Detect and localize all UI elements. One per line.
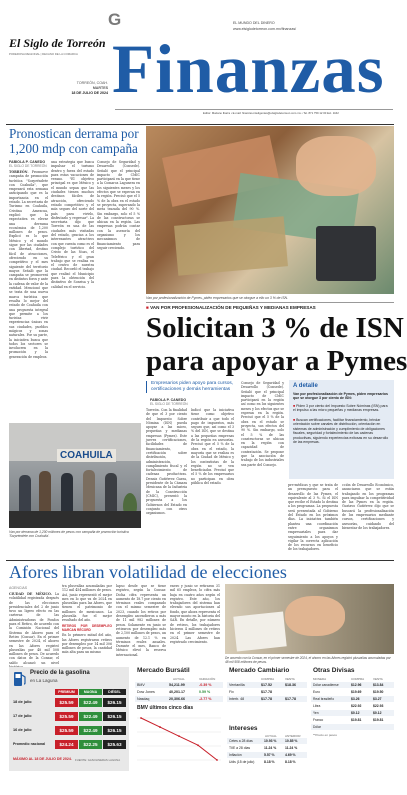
divisas-title: Otras Divisas (313, 667, 355, 674)
gas-magna: $22.25 (79, 740, 102, 749)
col-text: una estrategia que busca impulsar el turismo dentro y fuera del estado para estas vacaciones de verano. "El objetivo principal es que México y el mundo sepan que las ciudades tienen muchos destinos fáciles de atracción, ofreciendo estado competitivo y el más seguro del norte del país para vivirlo, disfrutarlo y regresar". La secretaria dijo que Torreón es una de las ciudades más visitadas del estado, gracias a los interesantes atractivos con que cuenta como es el complejo turístico del Cristo de las Noas, el Teleférico y el gran trabajo que se realiza en el centro de nuestra ciudad. Recordó el trabajo que realizó el Municipio para la obtención del distintivo de Sonrisa y la calidad en el servicio. (51, 160, 94, 289)
bullet-text: Buscan certificaciones, facilitar financiamiento, brindar orientación sobre canales de distribución, orientación en sistemas de administración y cumplimiento de obligaciones fiscales, seguridad y fortalecimiento de las cadenas productivas, siguiendo experiencias exitosas en su desarrollo de las empresas. (293, 418, 389, 445)
cambiario-hdr-compra: COMPRA (261, 677, 275, 681)
intereses-title: Intereses (229, 725, 258, 732)
subhead-text: Empresarios piden apoyo para cursos, certificaciones y demás herramientas (151, 381, 234, 392)
data-point (216, 759, 218, 761)
kicker-text: VAN POR PROFESIONALIZACIÓN DE PEQUEÑAS Y MEDIANAS EMPRESAS (150, 305, 316, 310)
gas-row-label: 18 de julio (13, 700, 32, 704)
bottom-col-3 (116, 584, 166, 662)
gas-col-magna: MAGNA (79, 689, 102, 695)
data-point (159, 726, 161, 728)
gas-diesel: $26.15 (103, 726, 126, 735)
cambiario-compra: $17.52 (261, 683, 272, 687)
cambiario-name: Fix (229, 690, 234, 694)
gas-subtitle: en La Laguna (30, 678, 58, 683)
intereses-name: TIIE a 28 días (229, 746, 251, 750)
divisas-venta: $0.12 (373, 711, 382, 715)
divisas-name: Franco (313, 718, 324, 722)
dateline: CIUDAD DE MÉXICO. (9, 592, 52, 596)
bolsa-actual: 20,306.66 (169, 697, 185, 701)
intereses-row (227, 752, 307, 758)
data-point (140, 717, 142, 719)
main-col-2 (191, 408, 234, 558)
divisas-compra: $19.69 (351, 690, 362, 694)
person-2 (39, 471, 51, 515)
bolsa-hdr-var: VARIACIÓN (199, 677, 216, 681)
bmv-line-chart (137, 714, 221, 764)
col-text: Torreón. Con la finalidad de que el 3 por ciento del Impuesto Sobre Nómina (ISN) pueda apoyar a las micro, pequeñas y medianas empresas (Pymes). Este jueves certificaciones, facilidades de financiamiento, certificación sobre distribución, administración, cumplimiento fiscal y el fortalecimiento de cadenas productivas. Dennis Gutiérrez Garza, presidente de la Cámara Mexicana de la Industria de la Construcción (CMIC), presentó la propuesta a los Gobiernos del Estado en conjunto con otros organismos. (146, 408, 187, 516)
table (9, 511, 141, 528)
bottom-col-4 (170, 584, 220, 662)
divisas-compra: $3.26 (351, 697, 360, 701)
divisas-row (311, 696, 394, 702)
story-left-col-1: TORREÓN. Promueve campaña de promoción turística "Sorpréndete con Coahuila", que empezará esta semana anticipando que es la importancia en el estado. La secretaria de Turismo en Coahuila, Cristina Amezcua, explicó que la expectativa es elevar una derrama económica de 1,200 millones de pesos. Explicó es lo que México y el mundo sigue por las ciudades con libertad, destino fácil de atracciones, ofreciendo en su competitivo y el mes siguiente del territorio mayor. Señaló que la campaña se promoverá en distintos foros y ante la cadena de valor de la entidad. Mencionó que se trata de una nueva marca turística que resalta lo mejor del estado de Coahuila con una propuesta integral que permite a los turistas vivir experiencias únicas en sus ciudades, pueblos mágicos y zonas naturales. Por su parte, la iniciativa busca que todos los sectores se involucren en la promoción y la generación de empleos. (9, 170, 48, 359)
gas-magna: $22.49 (79, 726, 102, 735)
divisas-row (311, 710, 394, 716)
person-1 (19, 475, 31, 515)
data-point (197, 744, 199, 746)
gas-diesel: $26.15 (103, 712, 126, 721)
detail-bullet-2 (293, 418, 390, 444)
gas-pump-icon (13, 670, 27, 687)
cambiario-venta: $17.78 (285, 697, 296, 701)
col-text: cción de Desarrollo Económico, anunciaron que se están trabajando en los programas para impulsar la competitividad de las Pymes en la región. Gustavo Gutiérrez dijo que se buscará la profesionalización de los empresarios mediante cursos, certificaciones y asesorías, cuidando del bienestar de los trabajadores. (342, 483, 394, 530)
money-photo (146, 126, 394, 294)
col-text: enero y junio se retiraron 31 mil 65 empleos, lo cifra más baja en cuatro años según el registro. Este año, los trabajadores del sistema han elevado sus aportaciones al fondo, que ahora representa el mayor monto en la historia del SAR. En detalle, por número de retiros, los trabajadores hicieron 4 millones de retiros en el primer semestre de 2024. Las Afores han registrado crecimiento. (170, 584, 220, 644)
intereses-name: Inflación (229, 753, 242, 757)
detail-bullet-1 (293, 404, 390, 413)
gas-box (9, 667, 129, 771)
bolsa-name: BMV (137, 683, 145, 687)
bullet-text: Piden 3 por ciento del Impuesto Sobre Nóminas (ISN) para el impulso a las micro pequeñas y medianas empresas. (293, 404, 388, 413)
divisas-name: Euro (313, 690, 320, 694)
bottom-caption: De acuerdo con la Consar, en el primer semestre de 2024, el ahorro en las Afores registró plusvalías acumuladas por 48 mil 508 millones de pesos. (225, 656, 391, 665)
bolsa-chart-title: BMV últimos cinco días (137, 705, 194, 711)
intereses-name: Udis (15 de julio) (229, 760, 255, 764)
divisas-name: Yen (313, 711, 319, 715)
bottom-col-2 (62, 584, 112, 662)
divisas-name: Dólar canadiense (313, 683, 339, 687)
cambiario-compra: $17.78 (261, 697, 272, 701)
gas-row (9, 711, 129, 723)
gas-diesel: $25.63 (103, 740, 126, 749)
gas-row-label: Promedio nacional (13, 742, 46, 746)
story-left-col-3 (97, 160, 140, 420)
bolsa-actual: 40,201.17 (169, 690, 185, 694)
intereses-actual: 5.57 % (264, 753, 275, 757)
cambiario-panel (227, 667, 307, 771)
detail-intro: Van por profesionalización de Pymes, piden empresarios que se otorgue 3 por ciento de ISN: (293, 392, 388, 401)
cambiario-name: Ventanilla (229, 683, 245, 687)
intereses-anterior: 10.85 % (285, 739, 298, 743)
bolsa-panel (135, 667, 223, 771)
person-3 (61, 473, 73, 515)
bolsa-hdr-actual: ACTUAL (173, 677, 185, 681)
subhead: RETIROS POR DESEMPLEO MARCAN RÉCORD (62, 623, 112, 632)
city: TORREÓN, COAH. (76, 81, 108, 85)
bolsa-var: 0.59 % (199, 690, 211, 694)
story-left-col-2 (51, 160, 94, 420)
gas-row (9, 697, 129, 709)
main-col-5 (342, 483, 394, 558)
intereses-row (227, 745, 307, 751)
intereses-actual: 8.18 % (264, 760, 275, 764)
byline-name: FABIOLA P. CANEDO (150, 398, 187, 402)
detail-box (289, 380, 394, 479)
weekday: MARTES (92, 86, 108, 90)
cambiario-hdr-venta: VENTA (285, 677, 295, 681)
gas-premium: $25.59 (55, 726, 78, 735)
intereses-row (227, 738, 307, 744)
col-text: lapso desde que se tiene registro, según la Consar. Dicha cifra representa un aumento de 18.7 por ciento en términos reales comparado con el mismo semestre de 2023, cuando los retiros por desempleo ascendieron a más de 11 mil 982 millones de pesos. Solamente en junio se retiraron por desempleo más de 2,100 millones de pesos, un aumento de 12.1 % en términos reales anuales. Durante el mes, Banco de México elevó la reserva internacional. (116, 584, 166, 657)
divisas-panel (311, 667, 394, 771)
gas-premium: $25.59 (55, 698, 78, 707)
bolsa-row (135, 696, 223, 702)
divisas-hdr-compra: COMPRA (351, 677, 365, 681)
main-subhead (146, 381, 242, 393)
editor-line: Editor: Mariano Ibarra • E-mail: finanzas-inteligentes@elsiglodetorreon.com.mx • Tel. 871 759 12 00 Ext. 1162 (203, 111, 339, 115)
bolsa-name: Dow Jones (137, 690, 155, 694)
bolsa-name: Nasdaq (137, 697, 150, 701)
col-text: En lo primero mitad del año, las Afores registraron retiros por desempleo por 14 mil 306 millones de pesos, la cantidad más alta para un mismo (62, 633, 112, 655)
col-text: tra plusvalías acumuladas por 112 mil 454 millones de pesos. Así, junio representó el mejor mes en lo que va de 2024 en plusvalías para las Afores, que tienen el patrimonio de millones de mexicanos. La plusvalía fue el mejor resultado del año. (62, 584, 112, 623)
intereses-actual: 10.93 % (264, 739, 277, 743)
main-kicker (146, 305, 394, 310)
intereses-row (227, 759, 307, 765)
documents (233, 611, 286, 651)
rule (146, 302, 394, 303)
col-text: La volatilidad registrada después de las elecciones presidenciales del 2 de junio tuvo un ligero efecto en las carteras de las Administradoras de Fondos para el Retiro, de acuerdo con la Comisión Nacional del Sistema de Ahorro para el Retiro (Consar). En el primer semestre de 2024, el ahorro en las Afores registró plusvalías por 48 mil 508 millones de pesos. De acuerdo con datos de la Consar, el saldo alcanzó un nivel (9, 592, 59, 665)
bottom-byline: AGENCIAS (9, 586, 28, 590)
divisas-venta: $19.50 (373, 690, 384, 694)
bottom-col-1 (9, 592, 59, 665)
col-text: pre-médicas y que se trata de un presupuesto para el desarrollo de las Pymes, el equivalente al 3 %. Si el ISN que recibe el Estado lo destina a los programas. La propuesta será presentada al Gobierno del Estado en los próximos días. La iniciativa también plantea una coordinación entre organismos empresariales para dar seguimiento a los apoyos y vigilar la correcta aplicación de los recursos en beneficio de los trabajadores. (288, 483, 338, 552)
main-byline (150, 398, 230, 406)
coahuila-photo (9, 423, 141, 528)
divisas-compra: $12.96 (351, 683, 362, 687)
divisas-venta: $13.84 (373, 683, 384, 687)
bolsa-row (135, 689, 223, 695)
gas-col-premium: PREMIUM (55, 689, 78, 695)
bolsa-actual: 54,211.99 (169, 683, 185, 687)
divisas-row (311, 682, 394, 688)
paper-tagline: PODEROSA REGIONAL | DECANO DE LA COMARCA (9, 52, 78, 56)
bolsa-row (135, 682, 223, 688)
bottom-headline: Afores libran volatilidad de elecciones (9, 562, 287, 582)
gas-premium: $24.24 (55, 740, 78, 749)
gas-footer: MÁXIMO AL 18 DE JULIO DE 2024. (13, 757, 72, 761)
section-letter: G (108, 10, 122, 29)
divisas-row (311, 724, 394, 730)
col-text: Consejo de Seguridad y Desarrollo (Consede). Señaló que el principal impacto de CMIC participará en la región así como en los siguientes meses y los efectos que se esperan en la región. Precisó que el 5 % de la obra en el estado se proyecta, sus efectos del 90 %. Sin embargo, solo el 5 % de las constructoras se ubican en la región con capacidad de contratación. Se propone que la asociación de trabajo de los industriales sea parte del Consejo. (241, 381, 284, 467)
cambiario-compra: $17.78 (261, 690, 272, 694)
divisas-row (311, 717, 394, 723)
cambiario-title: Mercado Cambiario (229, 667, 290, 674)
gas-source: FUENTE: GASOLINERAS LAGUNA (75, 758, 121, 762)
person-5 (105, 473, 117, 515)
cambiario-row (227, 682, 307, 688)
intereses-hdr-anterior: ANTERIOR (285, 734, 301, 738)
bolsa-var: -0.39 % (199, 683, 212, 687)
person-4 (83, 470, 95, 515)
caption-left: Van por derrama de 1,200 millones de pesos con campaña de promoción turística 'Sorpréndete con Coahuila'. (9, 530, 129, 539)
hand (285, 596, 345, 636)
bolsa-title: Mercado Bursátil (137, 667, 190, 674)
main-col-3 (241, 381, 284, 558)
divisas-name: Libra (313, 704, 321, 708)
banknote-3 (174, 216, 288, 275)
divisas-compra: $22.92 (351, 704, 362, 708)
divisas-compra: $0.12 (351, 711, 360, 715)
caption-top: Van por profesionalización de Pymes, pidén empresarios que se otorgue a ello un 3 % de ISN. (146, 296, 288, 300)
dateline: TORREÓN (9, 170, 28, 174)
section-name: Finanzas (112, 31, 385, 107)
col-text: Promueve campaña de promoción turística "Sorpréndete con Coahuila", que empezará esta semana anticipando que es la importancia en el estado. La secretaria de Turismo en Coahuila, Cristina Amezcua, explicó que la expectativa es elevar una derrama económica de 1,200 millones de pesos. Explicó es lo que México y el mundo sigue por las ciudades con libertad, destino fácil de atracciones, ofreciendo en su competitivo y el mes siguiente del territorio mayor. Señaló que la campaña se promoverá en distintos foros y ante la cadena de valor de la entidad. Mencionó que se trata de una nueva marca turística que resalta lo mejor del estado de Coahuila con una propuesta integral que permite a los turistas vivir experiencias únicas en sus ciudades, pueblos mágicos y zonas naturales. Por su parte, la iniciativa busca que todos los sectores se involucren en la promoción y la generación de empleos. (9, 170, 48, 359)
cambiario-row (227, 689, 307, 695)
divisas-venta: $19.81 (373, 718, 384, 722)
divisas-venta: $3.27 (373, 697, 382, 701)
intereses-hdr-actual: ACTUAL (265, 734, 277, 738)
data-point (178, 735, 180, 737)
tagline-right-2: www.elsiglodetorreon.com.mx/finanzas/ (233, 27, 297, 31)
gas-magna: $22.49 (79, 712, 102, 721)
calculator (316, 226, 376, 281)
masthead (0, 0, 400, 124)
intereses-anterior: 8.18 % (285, 760, 296, 764)
intereses-name: Cetes a 28 días (229, 739, 253, 743)
cambiario-name: Interb. 48 (229, 697, 245, 701)
divisas-name: Real brasileño (313, 697, 335, 701)
gas-row (9, 739, 129, 751)
paper-name: El Siglo de Torreón (9, 36, 106, 50)
intereses-anterior: 4.69 % (285, 753, 296, 757)
top-rule (6, 124, 394, 125)
rule (6, 560, 394, 561)
byline-org: EL SIGLO DE TORREÓN (9, 164, 47, 168)
byline-name: FABIOLA P. CANEDO (9, 160, 46, 164)
gas-magna: $22.49 (79, 698, 102, 707)
gas-row-label: 17 de julio (13, 714, 32, 718)
story-left-headline: Pronostican derrama por 1,200 mdp con campaña (9, 126, 139, 156)
main-headline-2: para apoyar a Pymes (146, 345, 407, 377)
col-text: Consejo de Seguridad y Desarrollo (Consede). Señaló que el principal impacto de CMIC participará en la que tiene a la Comarca Lagunera en los siguientes meses y los efectos que se esperan en la región. Precisó que el 5 % de la obra en el estado se proyecta, superando la meta trazada del 90 %. Sin embargo, solo el 5 % de las constructoras se ubican en la región. Las empresas podrán contar con la asesoría del organismo y los mecanismos de financiamiento para seguir creciendo. (97, 160, 140, 250)
gas-col-diesel: DIÉSEL (103, 689, 126, 695)
tagline-right-1: EL MUNDO DEL DINERO (233, 21, 275, 25)
divisas-row (311, 703, 394, 709)
divisas-hdr-venta: VENTA (373, 677, 383, 681)
date: 18 DE JULIO DE 2024 (71, 91, 108, 95)
gas-premium: $25.59 (55, 712, 78, 721)
masthead-rule (115, 109, 393, 110)
main-col-1 (146, 408, 187, 558)
bolsa-var: -2.77 % (199, 697, 212, 701)
byline-org: EL SIGLO DE TORREÓN (150, 402, 188, 406)
divisas-footnote: **Precio en pesos (313, 733, 337, 737)
intereses-anterior: 11.24 % (285, 746, 298, 750)
divisas-compra: $19.81 (351, 718, 362, 722)
detail-title: A detalle (293, 383, 318, 389)
col-text: Indicó que la iniciativa tiene como objetivo contribuir a que todo el pago de impuestos, más seguro que, así como el 3 % del ISN, que se destina a las pequeñas empresas de la región en asesorías. Precisó que el 5 % de la obra en el estado, la mayoría que se realiza es de la Ciudad de México y los contratistas de la región no se ven beneficiados. Precisó que el 5 % de los empresarios no participan en obra pública del estado. (191, 408, 234, 486)
gas-row-label: 16 de julio (13, 728, 32, 732)
divisas-row (311, 689, 394, 695)
intereses-actual: 11.24 % (264, 746, 277, 750)
hand (296, 136, 376, 196)
divisas-hdr-moneda: MONEDA (313, 677, 327, 681)
cambiario-row (227, 696, 307, 702)
afores-photo (225, 584, 394, 654)
gas-diesel: $26.15 (103, 698, 126, 707)
kicker-bullet: ■ (146, 305, 151, 310)
main-headline-1: Solicitan 3 % de ISN (146, 312, 404, 344)
bullet-icon: ■ (293, 418, 297, 422)
series-line (141, 718, 217, 760)
divisas-name: Dólar (313, 725, 321, 729)
coahuila-sign: COAHUILA (57, 449, 116, 462)
main-col-4 (288, 483, 338, 558)
bullet-icon: ■ (293, 404, 297, 408)
divisas-venta: $22.93 (373, 704, 384, 708)
gas-title: Precio de la gasolina (30, 670, 90, 676)
cambiario-venta: $18.36 (285, 683, 296, 687)
gas-row (9, 725, 129, 737)
